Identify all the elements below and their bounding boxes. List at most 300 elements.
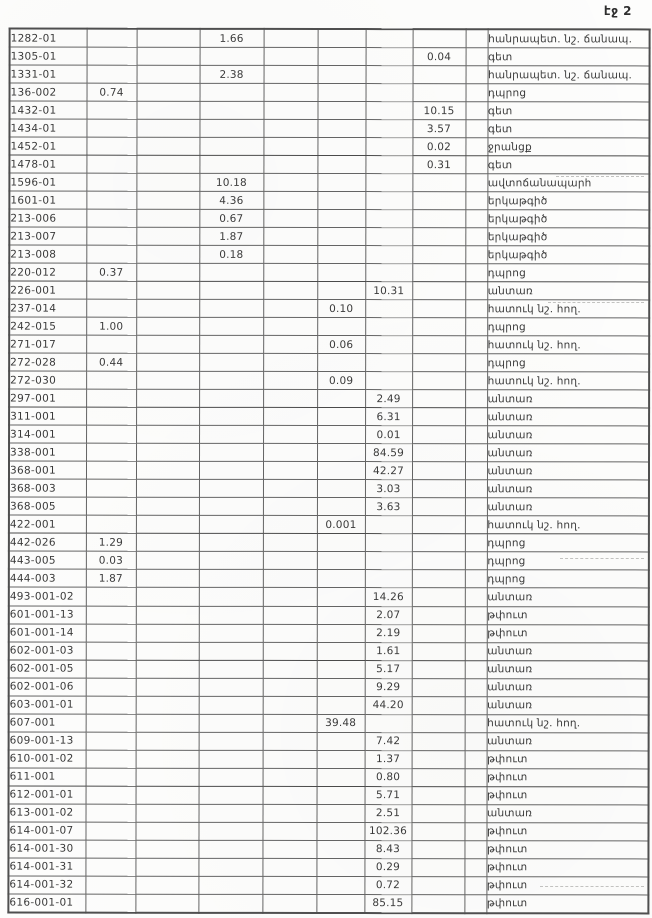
- empty-cell: [412, 444, 465, 462]
- empty-cell: [263, 552, 317, 570]
- empty-cell: [136, 354, 199, 372]
- empty-cell: [365, 336, 412, 354]
- empty-cell: [263, 570, 317, 588]
- empty-cell: [85, 822, 135, 840]
- land-type-label: դպրոց: [487, 534, 649, 552]
- land-type-label: հատուկ նշ. հող.: [487, 516, 649, 534]
- empty-cell: [317, 624, 365, 642]
- empty-cell: [199, 696, 263, 714]
- table-row: [9, 696, 649, 715]
- empty-cell: [412, 372, 465, 390]
- land-type-label: դպրոց: [487, 264, 649, 282]
- empty-cell: [136, 678, 199, 696]
- empty-cell: [317, 786, 365, 804]
- empty-cell: [199, 426, 263, 444]
- empty-cell: [317, 210, 365, 228]
- empty-cell: [262, 822, 316, 840]
- area-value: 1.29: [86, 534, 136, 552]
- parcel-code: 611-001: [9, 768, 86, 786]
- empty-cell: [365, 264, 412, 282]
- empty-cell: [86, 299, 136, 317]
- table-row: [9, 552, 649, 571]
- table-row: [9, 173, 649, 192]
- area-value: 3.03: [365, 480, 412, 498]
- empty-cell: [412, 696, 465, 714]
- land-type-label: ջրանցք: [487, 138, 649, 156]
- empty-cell: [199, 732, 263, 750]
- empty-cell: [199, 714, 263, 732]
- empty-cell: [317, 606, 365, 624]
- empty-cell: [465, 552, 487, 570]
- empty-cell: [263, 426, 317, 444]
- table-row: [8, 840, 648, 859]
- empty-cell: [86, 281, 136, 299]
- area-value: 14.26: [365, 588, 412, 606]
- empty-cell: [465, 102, 487, 120]
- table-body: [8, 29, 649, 914]
- empty-cell: [198, 822, 262, 840]
- empty-cell: [317, 282, 365, 300]
- empty-cell: [136, 372, 199, 390]
- empty-cell: [465, 372, 487, 390]
- empty-cell: [136, 191, 199, 209]
- empty-cell: [86, 155, 136, 173]
- land-type-label: թփուտ: [487, 606, 649, 624]
- empty-cell: [263, 642, 317, 660]
- land-type-label: թփուտ: [486, 894, 648, 913]
- empty-cell: [136, 516, 199, 534]
- empty-cell: [264, 83, 318, 101]
- table-row: [9, 642, 649, 661]
- empty-cell: [199, 372, 263, 390]
- table-row: [9, 588, 649, 607]
- empty-cell: [136, 732, 199, 750]
- empty-cell: [366, 84, 413, 102]
- empty-cell: [465, 210, 487, 228]
- area-value: 10.15: [412, 102, 465, 120]
- empty-cell: [365, 372, 412, 390]
- table-row: [9, 660, 649, 679]
- parcel-code: 443-005: [9, 552, 86, 570]
- empty-cell: [317, 138, 365, 156]
- empty-cell: [365, 156, 412, 174]
- table-row: [9, 155, 649, 174]
- empty-cell: [86, 389, 136, 407]
- empty-cell: [136, 426, 199, 444]
- empty-cell: [316, 822, 364, 840]
- empty-cell: [262, 876, 316, 894]
- area-value: 0.10: [317, 300, 365, 318]
- empty-cell: [263, 156, 317, 174]
- table-row: [10, 83, 650, 102]
- empty-cell: [86, 119, 136, 137]
- land-type-label: գետ: [487, 156, 649, 174]
- area-value: 1.87: [199, 227, 263, 245]
- parcel-code: 609-001-13: [9, 732, 86, 750]
- parcel-code: 1601-01: [9, 191, 86, 209]
- area-value: 5.71: [365, 786, 412, 804]
- table-row: [8, 894, 648, 914]
- area-value: 2.51: [365, 804, 412, 822]
- parcel-code: 442-026: [9, 533, 86, 551]
- empty-cell: [86, 101, 136, 119]
- empty-cell: [136, 390, 199, 408]
- parcel-code: 226-001: [9, 281, 86, 299]
- empty-cell: [464, 840, 486, 858]
- empty-cell: [86, 516, 136, 534]
- empty-cell: [465, 408, 487, 426]
- area-value: 0.18: [199, 246, 263, 264]
- empty-cell: [86, 480, 136, 498]
- empty-cell: [263, 804, 317, 822]
- empty-cell: [465, 444, 487, 462]
- empty-cell: [263, 768, 317, 786]
- land-type-label: հանրապետ. նշ. ճանապ.: [488, 66, 650, 84]
- area-value: 0.04: [413, 48, 466, 66]
- table-row: [9, 299, 649, 318]
- empty-cell: [412, 174, 465, 192]
- land-type-label: անտառ: [487, 408, 649, 426]
- empty-cell: [199, 101, 263, 119]
- empty-cell: [199, 570, 263, 588]
- empty-cell: [465, 588, 487, 606]
- empty-cell: [365, 228, 412, 246]
- empty-cell: [317, 408, 365, 426]
- empty-cell: [264, 47, 318, 65]
- land-type-label: երկաթգիծ: [487, 228, 649, 246]
- area-value: 0.67: [199, 209, 263, 227]
- empty-cell: [465, 624, 487, 642]
- empty-cell: [86, 588, 136, 606]
- empty-cell: [262, 840, 316, 858]
- land-type-label: դպրոց: [487, 552, 649, 570]
- parcel-code: 237-014: [9, 299, 86, 317]
- empty-cell: [199, 498, 263, 516]
- empty-cell: [136, 750, 199, 768]
- area-value: 2.07: [365, 606, 412, 624]
- empty-cell: [199, 155, 263, 173]
- empty-cell: [263, 336, 317, 354]
- parcel-code: 444-003: [9, 570, 86, 588]
- empty-cell: [86, 642, 136, 660]
- empty-cell: [412, 264, 465, 282]
- empty-cell: [136, 660, 199, 678]
- area-value: 5.17: [365, 660, 412, 678]
- land-type-label: անտառ: [487, 426, 649, 444]
- empty-cell: [263, 606, 317, 624]
- empty-cell: [136, 101, 199, 119]
- empty-cell: [365, 246, 412, 264]
- parcel-code: 607-001: [9, 714, 86, 732]
- empty-cell: [412, 624, 465, 642]
- empty-cell: [412, 588, 465, 606]
- table-row: [9, 263, 649, 282]
- empty-cell: [86, 714, 136, 732]
- empty-cell: [263, 516, 317, 534]
- land-type-label: անտառ: [487, 462, 649, 480]
- area-value: 102.36: [364, 822, 411, 840]
- empty-cell: [413, 66, 466, 84]
- area-value: 0.001: [317, 516, 365, 534]
- area-value: 85.15: [364, 894, 411, 913]
- empty-cell: [317, 156, 365, 174]
- empty-cell: [412, 282, 465, 300]
- parcel-code: 136-002: [10, 83, 87, 101]
- land-type-label: անտառ: [487, 588, 649, 606]
- empty-cell: [412, 534, 465, 552]
- empty-cell: [86, 335, 136, 353]
- empty-cell: [136, 552, 199, 570]
- empty-cell: [263, 678, 317, 696]
- empty-cell: [465, 732, 487, 750]
- parcel-code: 1478-01: [9, 155, 86, 173]
- land-type-label: անտառ: [487, 642, 649, 660]
- parcel-code: 272-030: [9, 371, 86, 389]
- empty-cell: [412, 462, 465, 480]
- table-row: [9, 245, 649, 264]
- empty-cell: [199, 786, 263, 804]
- empty-cell: [86, 624, 136, 642]
- empty-cell: [411, 822, 464, 840]
- land-parcel-table: [7, 28, 650, 915]
- empty-cell: [365, 714, 412, 732]
- table-row: [9, 768, 649, 787]
- table-row: [10, 29, 650, 48]
- empty-cell: [465, 246, 487, 264]
- empty-cell: [316, 894, 364, 913]
- empty-cell: [465, 804, 487, 822]
- empty-cell: [317, 660, 365, 678]
- table-row: [9, 209, 649, 228]
- empty-cell: [199, 408, 263, 426]
- empty-cell: [412, 714, 465, 732]
- empty-cell: [86, 371, 136, 389]
- parcel-code: 1282-01: [10, 29, 87, 48]
- table-row: [9, 479, 649, 498]
- empty-cell: [199, 282, 263, 300]
- empty-cell: [365, 138, 412, 156]
- empty-cell: [317, 390, 365, 408]
- table-row: [9, 678, 649, 697]
- empty-cell: [135, 840, 198, 858]
- land-type-label: թփուտ: [487, 624, 649, 642]
- parcel-code: 614-001-30: [8, 840, 85, 858]
- table-row: [9, 714, 649, 733]
- empty-cell: [199, 588, 263, 606]
- empty-cell: [199, 137, 263, 155]
- empty-cell: [136, 786, 199, 804]
- area-value: 0.09: [317, 372, 365, 390]
- parcel-code: 213-008: [9, 245, 86, 263]
- area-value: 3.63: [365, 498, 412, 516]
- land-type-label: անտառ: [487, 804, 649, 822]
- empty-cell: [365, 354, 412, 372]
- empty-cell: [136, 155, 199, 173]
- empty-cell: [317, 642, 365, 660]
- empty-cell: [137, 65, 200, 83]
- area-value: 0.06: [317, 336, 365, 354]
- table-row: [9, 443, 649, 462]
- empty-cell: [199, 119, 263, 137]
- empty-cell: [317, 462, 365, 480]
- table-row: [9, 227, 649, 246]
- empty-cell: [137, 83, 200, 101]
- empty-cell: [317, 354, 365, 372]
- land-type-label: թփուտ: [487, 768, 649, 786]
- empty-cell: [86, 209, 136, 227]
- empty-cell: [86, 173, 136, 191]
- empty-cell: [465, 336, 487, 354]
- empty-cell: [136, 570, 199, 588]
- empty-cell: [136, 209, 199, 227]
- empty-cell: [465, 354, 487, 372]
- empty-cell: [317, 426, 365, 444]
- empty-cell: [263, 300, 317, 318]
- empty-cell: [412, 642, 465, 660]
- empty-cell: [263, 498, 317, 516]
- parcel-code: 1432-01: [9, 101, 86, 119]
- empty-cell: [136, 173, 199, 191]
- empty-cell: [136, 119, 199, 137]
- land-type-label: անտառ: [487, 732, 649, 750]
- parcel-code: 614-001-31: [8, 858, 85, 876]
- empty-cell: [317, 192, 365, 210]
- empty-cell: [317, 498, 365, 516]
- empty-cell: [136, 642, 199, 660]
- parcel-code: 602-001-05: [9, 660, 86, 678]
- empty-cell: [412, 606, 465, 624]
- land-type-label: դպրոց: [487, 570, 649, 588]
- empty-cell: [85, 858, 135, 876]
- area-value: 1.66: [200, 29, 264, 48]
- table-row: [10, 47, 650, 66]
- table-row: [9, 515, 649, 534]
- empty-cell: [198, 858, 262, 876]
- area-value: 0.44: [86, 353, 136, 371]
- parcel-code: 242-015: [9, 317, 86, 335]
- table-row: [9, 497, 649, 516]
- empty-cell: [199, 552, 263, 570]
- empty-cell: [199, 804, 263, 822]
- empty-cell: [136, 263, 199, 281]
- table-row: [8, 822, 648, 841]
- empty-cell: [199, 390, 263, 408]
- area-value: 9.29: [365, 678, 412, 696]
- empty-cell: [413, 84, 466, 102]
- empty-cell: [411, 840, 464, 858]
- area-value: 10.18: [199, 173, 263, 191]
- page-number: էջ 2: [603, 4, 632, 18]
- empty-cell: [465, 768, 487, 786]
- empty-cell: [465, 678, 487, 696]
- empty-cell: [412, 786, 465, 804]
- land-type-label: դպրոց: [488, 84, 650, 102]
- empty-cell: [318, 66, 366, 84]
- parcel-code: 1452-01: [9, 137, 86, 155]
- table-row: [8, 876, 648, 895]
- land-type-label: գետ: [487, 120, 649, 138]
- empty-cell: [263, 318, 317, 336]
- empty-cell: [466, 48, 488, 66]
- land-type-label: թփուտ: [486, 822, 648, 840]
- parcel-code: 271-017: [9, 335, 86, 353]
- empty-cell: [317, 264, 365, 282]
- empty-cell: [465, 480, 487, 498]
- land-type-label: հատուկ նշ. հող.: [487, 714, 649, 732]
- area-value: 42.27: [365, 462, 412, 480]
- empty-cell: [199, 768, 263, 786]
- area-value: 2.38: [200, 65, 264, 83]
- empty-cell: [263, 408, 317, 426]
- empty-cell: [198, 876, 262, 894]
- table-row: [9, 804, 649, 823]
- empty-cell: [135, 894, 198, 913]
- parcel-code: 422-001: [9, 515, 86, 533]
- empty-cell: [365, 210, 412, 228]
- empty-cell: [464, 894, 486, 913]
- area-value: 3.57: [412, 120, 465, 138]
- parcel-code: 601-001-14: [9, 624, 86, 642]
- table-row: [9, 786, 649, 805]
- empty-cell: [366, 48, 413, 66]
- empty-cell: [465, 534, 487, 552]
- empty-cell: [412, 768, 465, 786]
- empty-cell: [263, 660, 317, 678]
- table-row: [9, 407, 649, 426]
- table-row: [9, 461, 649, 480]
- area-value: 2.19: [365, 624, 412, 642]
- land-type-label: դպրոց: [487, 318, 649, 336]
- empty-cell: [465, 192, 487, 210]
- empty-cell: [411, 894, 464, 913]
- empty-cell: [263, 534, 317, 552]
- empty-cell: [317, 246, 365, 264]
- area-value: 0.29: [364, 858, 411, 876]
- empty-cell: [263, 246, 317, 264]
- empty-cell: [263, 480, 317, 498]
- land-type-label: անտառ: [487, 498, 649, 516]
- empty-cell: [136, 245, 199, 263]
- area-value: 1.37: [365, 750, 412, 768]
- land-type-label: դպրոց: [487, 354, 649, 372]
- empty-cell: [199, 444, 263, 462]
- land-type-label: գետ: [488, 48, 650, 66]
- empty-cell: [136, 804, 199, 822]
- empty-cell: [412, 354, 465, 372]
- area-value: 39.48: [317, 714, 365, 732]
- empty-cell: [85, 840, 135, 858]
- empty-cell: [464, 822, 486, 840]
- empty-cell: [465, 660, 487, 678]
- land-type-label: գետ: [487, 102, 649, 120]
- area-value: 8.43: [364, 840, 411, 858]
- area-value: 7.42: [365, 732, 412, 750]
- empty-cell: [199, 750, 263, 768]
- empty-cell: [136, 137, 199, 155]
- empty-cell: [465, 570, 487, 588]
- table-row: [9, 335, 649, 354]
- empty-cell: [136, 480, 199, 498]
- empty-cell: [465, 714, 487, 732]
- empty-cell: [466, 66, 488, 84]
- parcel-code: 603-001-01: [9, 696, 86, 714]
- empty-cell: [136, 462, 199, 480]
- empty-cell: [86, 696, 136, 714]
- empty-cell: [136, 444, 199, 462]
- area-value: 0.80: [365, 768, 412, 786]
- empty-cell: [412, 570, 465, 588]
- empty-cell: [263, 696, 317, 714]
